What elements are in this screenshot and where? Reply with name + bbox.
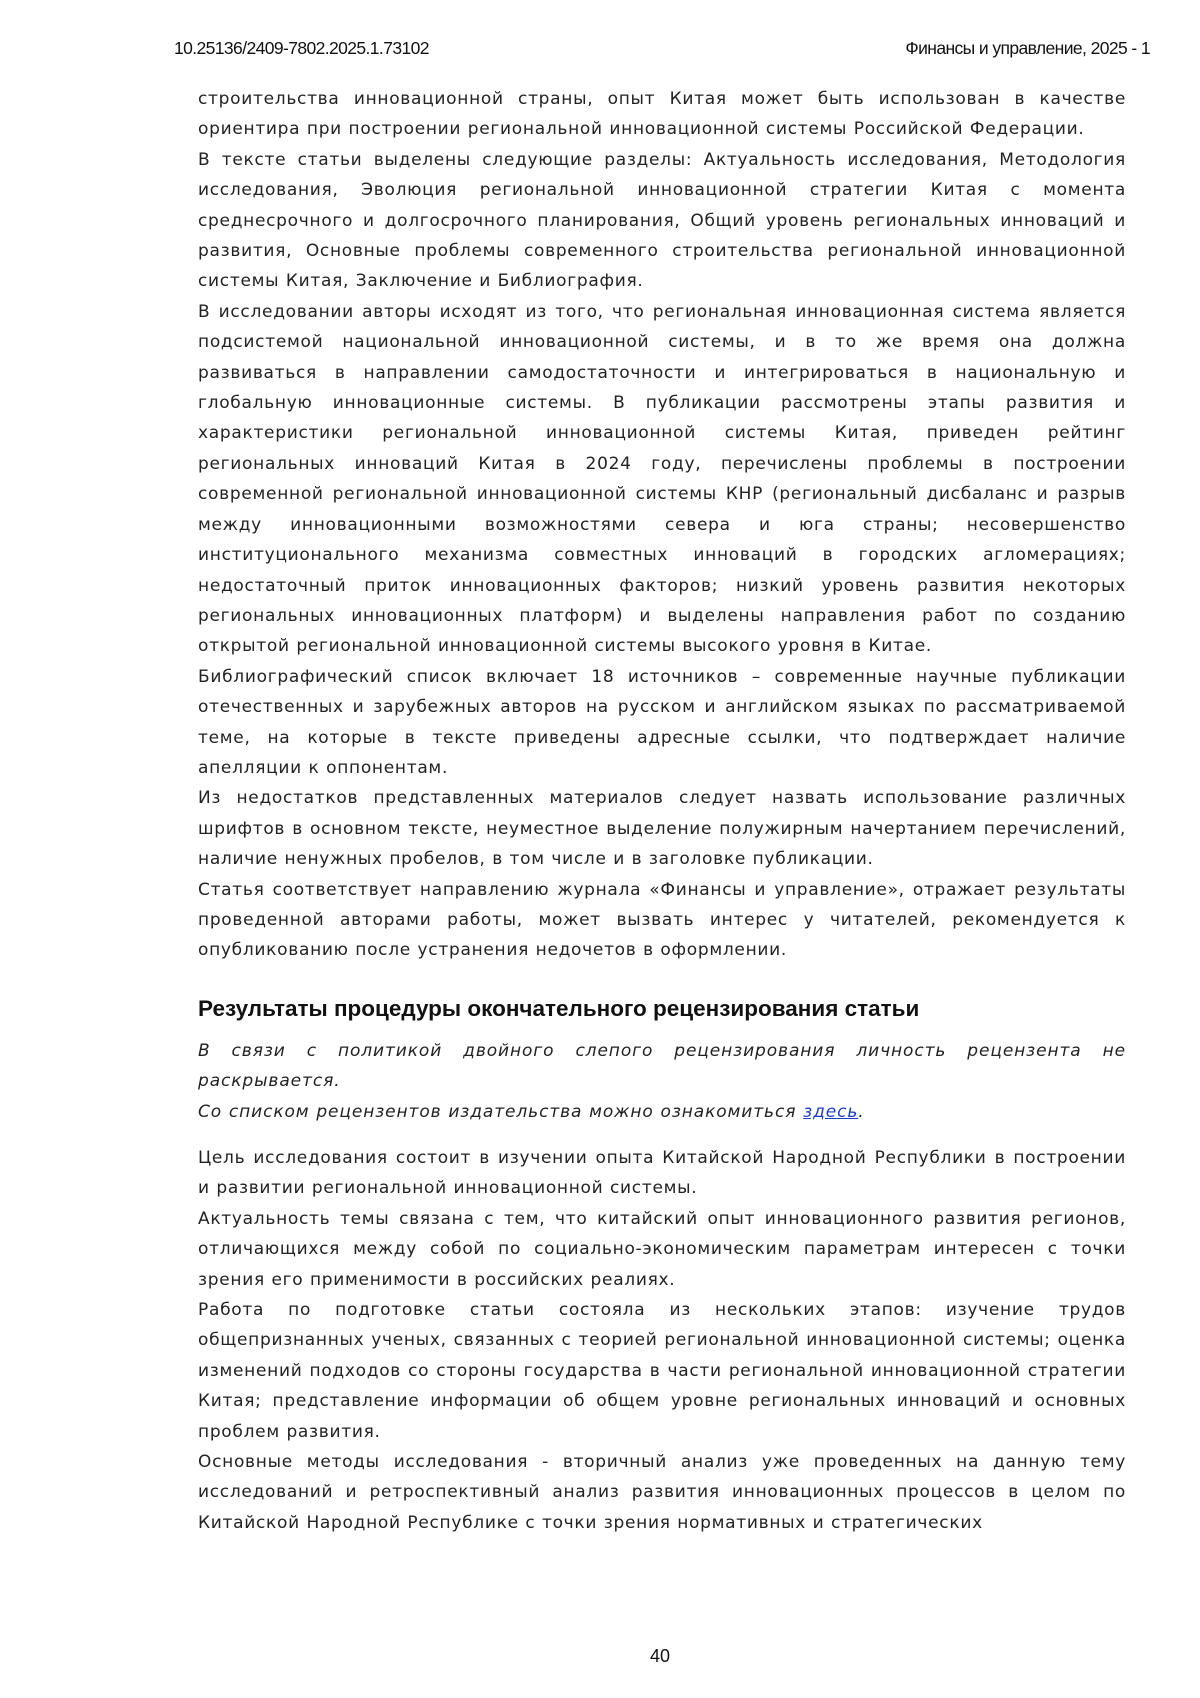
journal-issue-label: Финансы и управление, 2025 - 1 <box>905 38 1150 58</box>
doi-label: 10.25136/2409-7802.2025.1.73102 <box>174 38 429 58</box>
review-paragraph: Основные методы исследования - вторичный анализ уже проведенных на данную тему исследований и ретроспективный анализ развития инновационных процессов в целом по Китайской Народной Республике с точки зрения нормативных и стратегических <box>198 1452 1126 1533</box>
review-notice: В связи с политикой двойного слепого рецензирования личность рецензента не раскрывается. <box>198 1040 1126 1092</box>
body-paragraph: В тексте статьи выделены следующие разделы: Актуальность исследования, Методология исследования, Эволюция региональной инновационной стратегии Китая с момента среднесрочного и долгосрочного планирования, Общий уровень региональных инноваций и развития, Основные проблемы современного строительства региональной инновационной системы Китая, Заключение и Библиография. <box>198 149 1126 292</box>
section-heading: Результаты процедуры окончательного рецензирования статьи <box>198 995 920 1021</box>
reviewers-end: . <box>858 1101 865 1122</box>
reviewers-list-line <box>198 1097 1126 1127</box>
body-paragraph: Библиографический список включает 18 источников – современные научные публикации отечественных и зарубежных авторов на русском и английском языках по рассматриваемой теме, на которые в тексте приведены адресные ссылки, что подтверждает наличие апелляции к оппонентам. <box>198 666 1126 778</box>
body-paragraph: строительства инновационной страны, опыт Китая может быть использован в качестве ориентира при построении региональной инновационной системы Российской Федерации. <box>198 89 1126 140</box>
article-body <box>198 84 1126 1538</box>
review-paragraph: Цель исследования состоит в изучении опыта Китайской Народной Республики в построении и развитии региональной инновационной системы. <box>198 1148 1126 1199</box>
reviewers-link[interactable]: здесь <box>803 1101 859 1122</box>
body-paragraph: Из недостатков представленных материалов следует назвать использование различных шрифтов в основном тексте, неуместное выделение полужирным начертанием перечислений, наличие ненужных пробелов, в том числе и в заголовке публикации. <box>198 788 1126 870</box>
body-paragraph: В исследовании авторы исходят из того, что региональная инновационная система является подсистемой национальной инновационной системы, и в то же время она должна развиваться в направлении самодостаточности и интегрироваться в национальную и глобальную инновационные системы. В публикации рассмотрены этапы развития и характеристики региональной инновационной системы Китая, приведен рейтинг региональных инноваций Китая в 2024 году, перечислены проблемы в построении современной региональной инновационной системы КНР (региональный дисбаланс и разрыв между инновационными возможностями севера и юга страны; несовершенство институционального механизма совместных инноваций в городских агломерациях; недостаточный приток инновационных факторов; низкий уровень развития некоторых региональных инновационных платформ) и выделены направления работ по созданию открытой региональной инновационной системы высокого уровня в Китае. <box>198 301 1126 657</box>
page-number: 40 <box>649 1646 671 1666</box>
reviewers-text: Со списком рецензентов издательства можно ознакомиться <box>198 1101 804 1122</box>
review-paragraph: Работа по подготовке статьи состояла из нескольких этапов: изучение трудов общепризнанных ученых, связанных с теорией региональной инновационной системы; оценка изменений подходов со стороны государства в части региональной инновационной стратегии Китая; представление информации об общем уровне региональных инноваций и основных проблем развития. <box>198 1300 1126 1442</box>
body-paragraph: Статья соответствует направлению журнала «Финансы и управление», отражает результаты проведенной авторами работы, может вызвать интерес у читателей, рекомендуется к опубликованию после устранения недочетов в оформлении. <box>198 879 1126 961</box>
running-head <box>174 38 1150 62</box>
review-paragraph: Актуальность темы связана с тем, что китайский опыт инновационного развития регионов, отличающихся между собой по социально-экономическим параметрам интересен с точки зрения его применимости в российских реалиях. <box>198 1208 1126 1290</box>
